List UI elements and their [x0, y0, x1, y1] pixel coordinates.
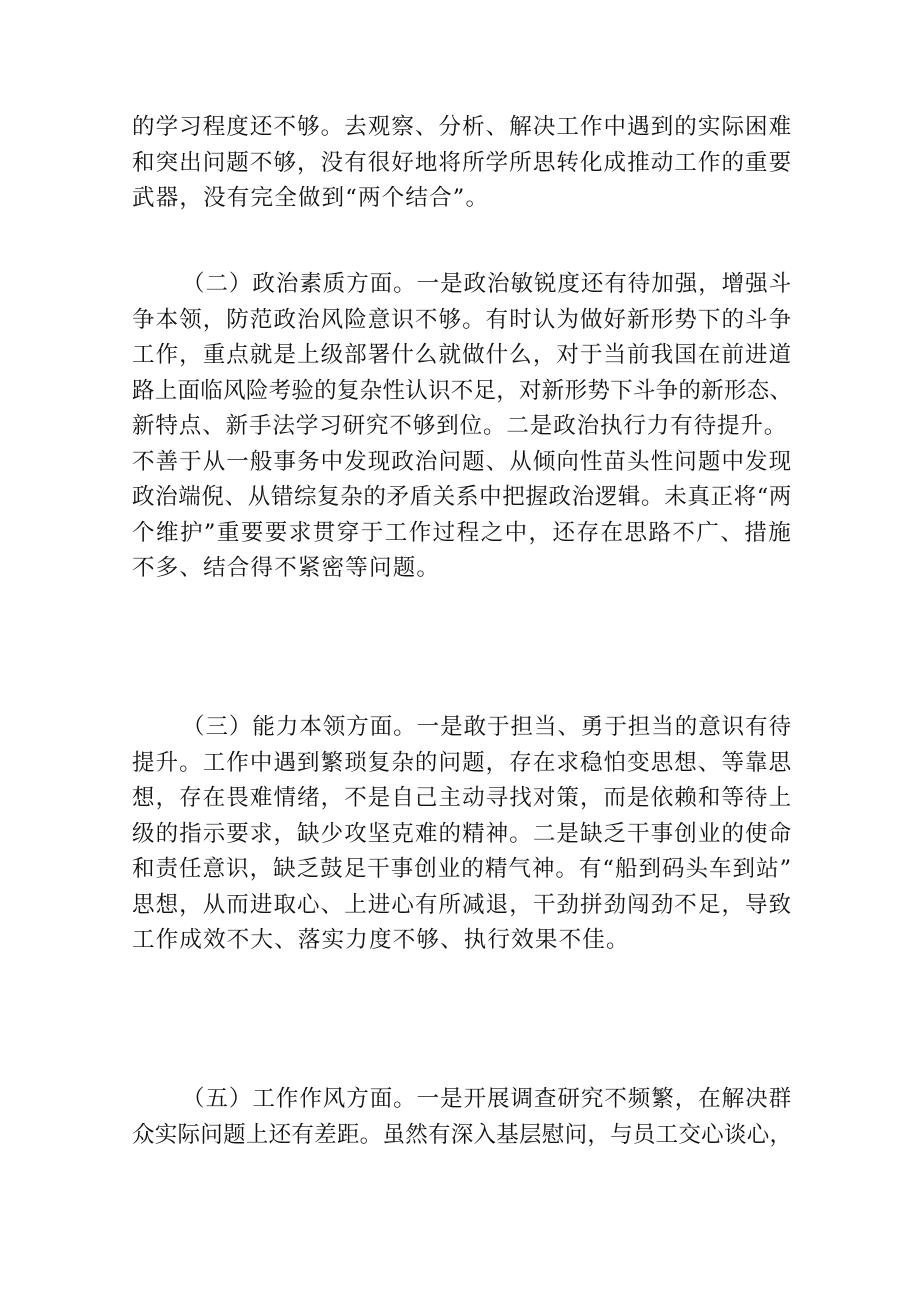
text-line: 不多、结合得不紧密等问题。 [132, 555, 441, 581]
text-line: 级的指示要求，缺少攻坚克难的精神。二是缺乏干事创业的使命 [132, 820, 792, 847]
text-line: 的学习程度还不够。去观察、分析、解决工作中遇到的实际困难 [132, 114, 792, 140]
text-line: 提升。工作中遇到繁琐复杂的问题，存在求稳怕变思想、等靠思 [132, 749, 792, 776]
text-line: （二）政治素质方面。一是政治敏锐度还有待加强，增强斗 [182, 271, 792, 297]
paragraph-political-quality [132, 267, 792, 587]
paragraph-study-continuation [132, 110, 792, 217]
text-line: （五）工作作风方面。一是开展调查研究不频繁，在解决群 [182, 1086, 792, 1112]
text-line: 工作，重点就是上级部署什么就做什么，对于当前我国在前进道 [132, 342, 792, 368]
text-line: 武器，没有完全做到“两个结合”。 [132, 185, 490, 211]
text-line: 想，存在畏难情绪，不是自己主动寻找对策，而是依赖和等待上 [132, 785, 792, 811]
text-line: 争本领，防范政治风险意识不够。有时认为做好新形势下的斗争 [132, 306, 792, 333]
text-line: 工作成效不大、落实力度不够、执行效果不佳。 [132, 927, 630, 953]
text-line: 和突出问题不够，没有很好地将所学所思转化成推动工作的重要 [132, 149, 792, 176]
text-line: 和责任意识，缺乏鼓足干事创业的精气神。有“船到码头车到站” [132, 856, 792, 882]
text-line: 新特点、新手法学习研究不够到位。二是政治执行力有待提升。 [132, 413, 788, 439]
text-line: 众实际问题上还有差距。虽然有深入基层慰问，与员工交心谈心， [132, 1121, 792, 1148]
paragraph-work-style [132, 1082, 792, 1153]
text-line: （三）能力本领方面。一是敢于担当、勇于担当的意识有待 [182, 714, 792, 740]
text-line: 个维护”重要要求贯穿于工作过程之中，还存在思路不广、措施 [132, 519, 792, 546]
text-line: 路上面临风险考验的复杂性认识不足，对新形势下斗争的新形态、 [132, 377, 792, 404]
text-line: 不善于从一般事务中发现政治问题、从倾向性苗头性问题中发现 [132, 448, 792, 475]
text-line: 思想，从而进取心、上进心有所减退，干劲拼劲闯劲不足，导致 [132, 891, 792, 918]
paragraph-ability [132, 710, 792, 959]
text-line: 政治端倪、从错综复杂的矛盾关系中把握政治逻辑。未真正将“两 [132, 484, 792, 510]
